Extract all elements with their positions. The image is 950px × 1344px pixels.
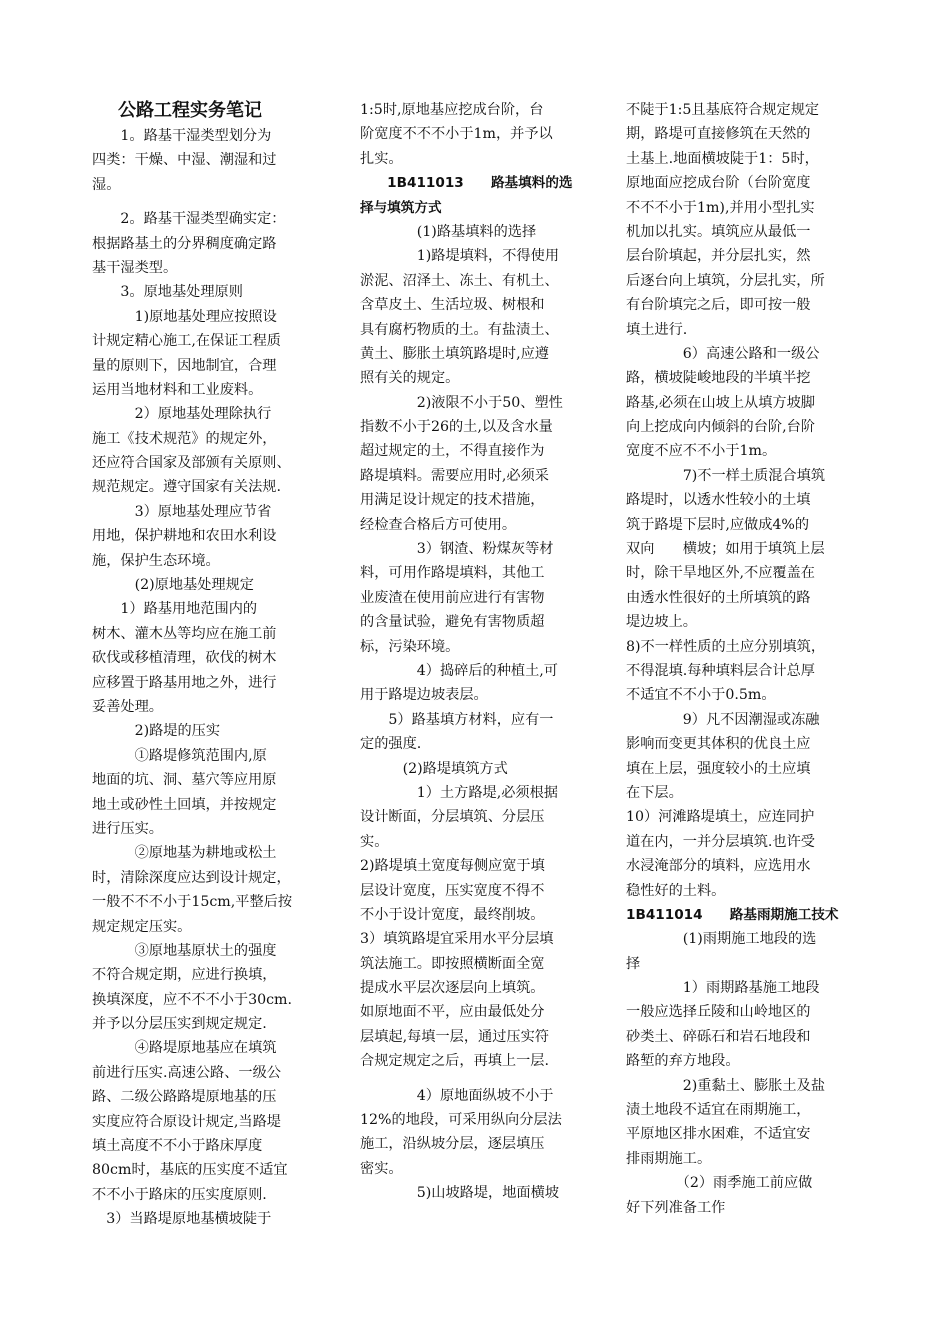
text-line: 地面的坑、洞、墓穴等应用原 <box>92 772 277 789</box>
text-line: 影响而变更其体积的优良土应 <box>626 736 811 753</box>
text-line: 5)山坡路堤，地面横坡 <box>360 1185 560 1202</box>
text-line: 双向 横坡；如用于填筑上层 <box>626 541 825 558</box>
text-line: 12%的地段，可采用纵向分层法 <box>360 1112 562 1129</box>
text-line: 运用当地材料和工业废料。 <box>92 381 263 398</box>
text-line: 一般应选择丘陵和山岭地区的 <box>626 1004 811 1021</box>
text-line: 层填起,每填一层，通过压实符 <box>360 1028 549 1045</box>
text-line: 3）填筑路堤宜采用水平分层填 <box>360 931 554 948</box>
text-line: (1)雨期施工地段的选 <box>626 931 817 948</box>
text-line: (2)路堤填筑方式 <box>360 760 508 777</box>
text-line: 道在内，一并分层填筑.也许受 <box>626 833 815 850</box>
text-line: 根据路基土的分界稠度确定路 <box>92 235 277 252</box>
text-line: 在下层。 <box>626 784 683 801</box>
text-line: 填土进行. <box>626 321 688 338</box>
text-line: 1B411014 路基雨期施工技术 <box>626 906 839 923</box>
text-line: 后逐台向上填筑，分层扎实，所 <box>626 272 825 289</box>
text-line: 4）原地面纵坡不小于 <box>360 1087 554 1104</box>
text-line: 层设计宽度，压实宽度不得不 <box>360 882 545 899</box>
text-line: 用地，保护耕地和农田水利设 <box>92 528 277 545</box>
text-line: 超过规定的土，不得直接作为 <box>360 443 545 460</box>
text-line: 8)不一样性质的土应分别填筑， <box>626 638 826 655</box>
text-line: 实。 <box>360 833 389 850</box>
text-line: ③原地基原状土的强度 <box>92 942 277 959</box>
text-line: 3）当路堤原地基横坡陡于 <box>92 1211 272 1228</box>
text-line: 路堤时，以透水性较小的土填 <box>626 492 811 509</box>
text-line: 施工，沿纵坡分层，逐层填压 <box>360 1136 545 1153</box>
text-line: 1:5时,原地基应挖成台阶，台 <box>360 102 544 118</box>
text-line: 照有关的规定。 <box>360 370 460 387</box>
text-line: 期，路堤可直接修筑在天然的 <box>626 126 811 143</box>
text-line: 稳性好的土料。 <box>626 882 726 899</box>
text-line: 2。路基干湿类型确实定： <box>92 211 286 228</box>
text-line: 黄土、膨胀土填筑路堤时,应遵 <box>360 345 549 362</box>
text-line: 平原地区排水困难，不适宜安 <box>626 1126 811 1143</box>
text-line: 筑于路堤下层时,应做成4%的 <box>626 516 810 533</box>
text-line: 1。路基干湿类型划分为 <box>92 128 272 144</box>
text-line: 密实。 <box>360 1160 403 1177</box>
text-line: 树木、灌木丛等均应在施工前 <box>92 625 277 642</box>
text-line: 路基,必须在山坡上从填方坡脚 <box>626 394 815 411</box>
text-line: (2)原地基处理规定 <box>92 577 254 594</box>
text-line: 实度应符合原设计规定,当路堤 <box>92 1113 281 1130</box>
text-line: 3）钢渣、粉煤灰等材 <box>360 541 554 558</box>
text-line: 规范规定。遵守国家有关法规. <box>92 479 281 496</box>
text-line: 合规定规定之后，再填上一层. <box>360 1053 549 1070</box>
text-line: 定的强度. <box>360 736 422 753</box>
text-line: 还应符合国家及部颁有关原则、 <box>92 455 291 472</box>
text-line: 1）土方路堤,必须根据 <box>360 784 558 801</box>
text-line: 路，横坡陡峻地段的半填半挖 <box>626 370 811 387</box>
text-line: 前进行压实.高速公路、一级公 <box>92 1064 281 1081</box>
text-line: （2）雨季施工前应做 <box>626 1175 813 1192</box>
text-line: 不不不小于1m),并用小型扎实 <box>626 199 815 216</box>
text-line: 含草皮土、生活垃圾、树根和 <box>360 297 545 314</box>
text-line: 2）原地基处理除执行 <box>92 406 272 423</box>
text-line: 应移置于路基用地之外，进行 <box>92 674 277 691</box>
text-line: 经检查合格后方可使用。 <box>360 516 517 533</box>
text-line: 砂类土、碎砾石和岩石地段和 <box>626 1028 811 1045</box>
text-line: 妥善处理。 <box>92 698 163 715</box>
text-line: 进行压实。 <box>92 820 163 837</box>
text-line: 设计断面，分层填筑、分层压 <box>360 809 545 826</box>
text-line: 料，可用作路堤填料，其他工 <box>360 565 545 582</box>
text-line: 阶宽度不不不小于1m，并予以 <box>360 126 553 143</box>
text-line: 施，保护生态环境。 <box>92 552 220 569</box>
text-line: 水浸淹部分的填料，应选用水 <box>626 858 811 875</box>
text-line: 1B411013 路基填料的选 <box>360 175 573 192</box>
text-line: 不得混填.每种填料层合计总厚 <box>626 662 815 679</box>
text-line: 用满足设计规定的技术措施， <box>360 492 545 509</box>
text-line: 基干湿类型。 <box>92 259 178 276</box>
text-line: 原地面应挖成台阶（台阶宽度 <box>626 175 811 192</box>
text-line: 施工《技术规范》的规定外， <box>92 430 277 447</box>
text-line: 填在上层，强度较小的土应填 <box>626 760 811 777</box>
column-2 <box>360 98 598 1206</box>
text-line: 3）原地基处理应节省 <box>92 503 272 520</box>
text-line: 6）高速公路和一级公 <box>626 345 820 362</box>
text-line: 用于路堤边坡表层。 <box>360 687 488 704</box>
text-line: 业废渣在使用前应进行有害物 <box>360 589 545 606</box>
text-line: 择与填筑方式 <box>360 199 442 216</box>
text-line: 如原地面不平，应由最低处分 <box>360 1004 545 1021</box>
text-line: (1)路基填料的选择 <box>360 223 537 240</box>
text-line: ①路堤修筑范围内,原 <box>92 747 267 764</box>
text-line: 堤边坡上。 <box>626 614 697 631</box>
page-title: 公路工程实务笔记 <box>118 100 262 121</box>
text-line: 淤泥、沼泽土、冻土、有机土、 <box>360 272 559 289</box>
text-line: 湿。 <box>92 176 121 193</box>
text-line: 指数不小于26的土,以及含水量 <box>360 419 553 436</box>
text-line: 并予以分层压实到规定规定. <box>92 1016 267 1033</box>
text-line: 不符合规定期，应进行换填， <box>92 967 277 984</box>
text-line: 7)不一样土质混合填筑 <box>626 467 826 484</box>
text-line: 不陡于1:5且基底符合规定规定 <box>626 102 820 118</box>
text-line: 5）路基填方材料，应有一 <box>360 711 554 728</box>
text-line: 的含量试验，避免有害物质超 <box>360 614 545 631</box>
text-line: 1）雨期路基施工地段 <box>626 980 820 997</box>
text-line: 不不小于路床的压实度原则. <box>92 1186 267 1203</box>
text-line: 80cm时，基底的压实度不适宜 <box>92 1162 288 1179</box>
text-line: 机加以扎实。填筑应从最低一 <box>626 223 811 240</box>
text-line: 规定规定压实。 <box>92 918 192 935</box>
text-line: 路、二级公路路堤原地基的压 <box>92 1089 277 1106</box>
text-line: 9）凡不因潮湿或冻融 <box>626 711 820 728</box>
text-line: 好下列准备工作 <box>626 1199 726 1216</box>
text-line: 渍土地段不适宜在雨期施工， <box>626 1102 811 1119</box>
text-line: 有台阶填完之后，即可按一般 <box>626 297 811 314</box>
text-line: 3。原地基处理原则 <box>92 284 243 301</box>
text-line: 排雨期施工。 <box>626 1150 712 1167</box>
text-line: 层台阶填起，并分层扎实，然 <box>626 248 811 265</box>
text-line: 2)路堤填土宽度每侧应宽于填 <box>360 858 545 875</box>
text-line: 时，除干旱地区外,不应覆盖在 <box>626 565 815 582</box>
text-line: 提成水平层次逐层向上填筑。 <box>360 980 545 997</box>
paragraph-gap <box>360 1074 598 1084</box>
text-line: ④路堤原地基应在填筑 <box>92 1040 277 1057</box>
text-line: 填土高度不不小于路床厚度 <box>92 1138 263 1155</box>
text-line: 1)路堤填料，不得使用 <box>360 248 560 265</box>
text-line: 换填深度，应不不不小于30cm. <box>92 991 293 1008</box>
text-line: ②原地基为耕地或松土 <box>92 845 277 862</box>
text-line: 2)液限不小于50、塑性 <box>360 394 563 411</box>
text-line: 砍伐或移植清理，砍伐的树木 <box>92 650 277 667</box>
text-line: 具有腐朽物质的土。有盐渍土、 <box>360 321 559 338</box>
column-1 <box>92 98 328 1232</box>
text-line: 不适宜不不小于0.5m。 <box>626 687 776 704</box>
paragraph-gap <box>92 197 328 207</box>
text-line: 标，污染环境。 <box>360 638 460 655</box>
text-line: 扎实。 <box>360 150 403 167</box>
text-line: 地土或砂性土回填，并按规定 <box>92 796 277 813</box>
text-line: 不小于设计宽度，最终削坡。 <box>360 906 545 923</box>
text-line: 10）河滩路堤填土，应连同护 <box>626 809 815 826</box>
text-line: 路堑的弃方地段。 <box>626 1053 740 1070</box>
text-line: 计规定精心施工,在保证工程质 <box>92 333 281 350</box>
text-line: 宽度不应不不小于1m。 <box>626 443 777 460</box>
text-line: 4）捣碎后的种植土,可 <box>360 662 558 679</box>
text-line: 择 <box>626 955 641 972</box>
text-line: 路堤填料。需要应用时,必须采 <box>360 467 549 484</box>
text-line: 2)路堤的压实 <box>92 723 221 740</box>
column-3 <box>626 98 866 1220</box>
text-line: 土基上.地面横坡陡于1：5时， <box>626 150 819 167</box>
text-line: 1)原地基处理应按照设 <box>92 308 277 325</box>
text-line: 筑法施工。即按照横断面全宽 <box>360 955 545 972</box>
text-line: 向上挖成向内倾斜的台阶,台阶 <box>626 419 815 436</box>
text-line: 四类：干燥、中湿、潮湿和过 <box>92 152 277 169</box>
text-line: 2)重黏土、膨胀土及盐 <box>626 1077 826 1094</box>
text-line: 时，清除深度应达到设计规定， <box>92 869 291 886</box>
text-line: 量的原则下，因地制宜，合理 <box>92 357 277 374</box>
text-line: 1）路基用地范围内的 <box>92 601 258 618</box>
text-line: 一般不不不小于15cm,平整后按 <box>92 894 293 911</box>
text-line: 由透水性很好的土所填筑的路 <box>626 589 811 606</box>
